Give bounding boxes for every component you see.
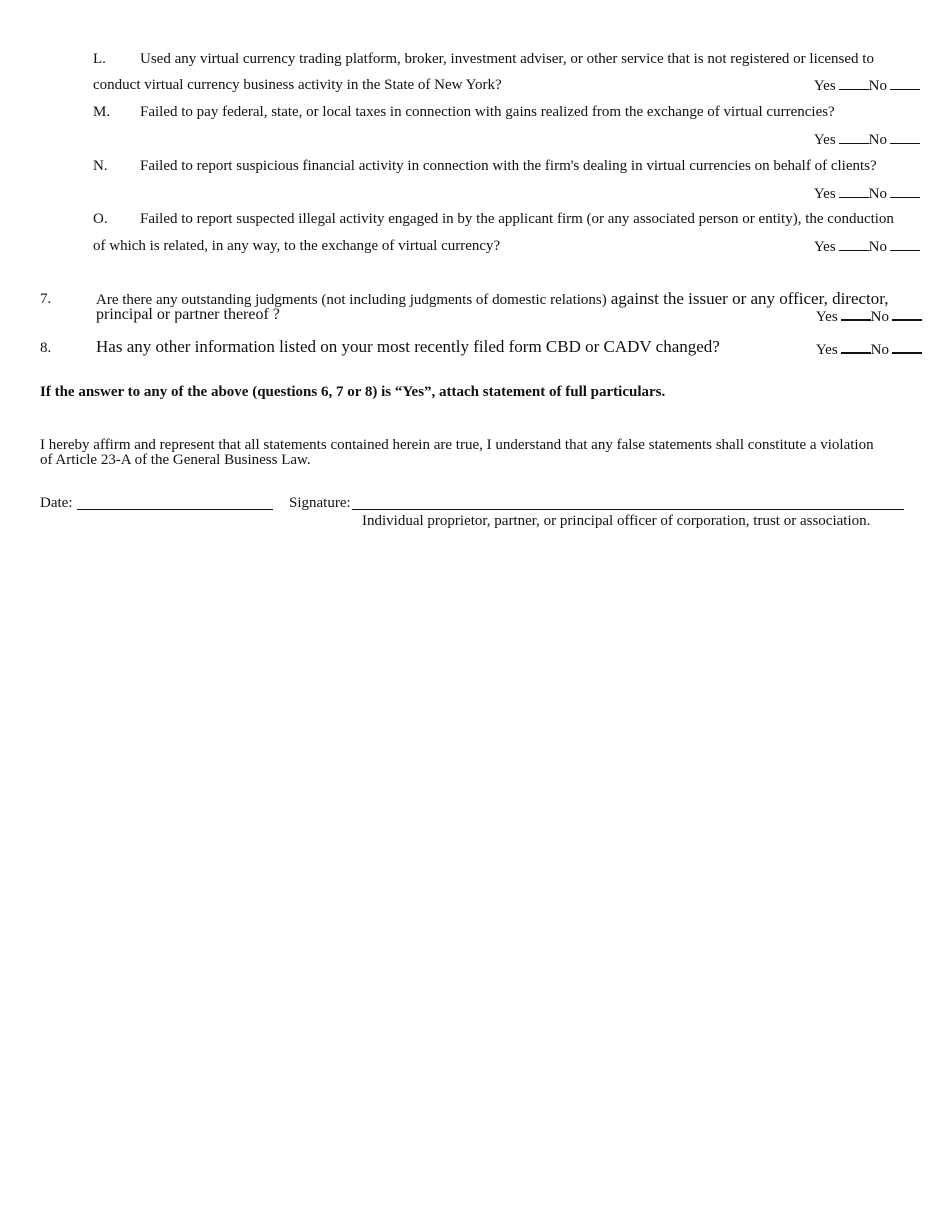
question-8-no-blank[interactable] [892,339,922,354]
yes-label: Yes [813,239,836,255]
yes-label: Yes [813,78,836,94]
no-label: No [868,132,887,148]
date-label: Date: [40,495,73,511]
question-8-line1: Has any other information listed on your most recently filed form CBD or CADV changed? [96,337,720,356]
instruction-text: If the answer to any of the above (questions 6, 7 or 8) is “Yes”, attach statement of full particulars. [40,384,666,400]
yes-label: Yes [815,309,838,325]
yes-label: Yes [813,132,836,148]
item-l-text-line1: Used any virtual currency trading platform, broker, investment adviser, or other service that is not registered or licensed to [140,51,874,67]
question-7-yes-no [812,306,922,326]
question-7-line2: principal or partner thereof ? [96,306,280,323]
item-l-text-line2: conduct virtual currency business activity in the State of New York? [93,77,502,93]
question-8-yes-blank[interactable] [841,339,871,354]
item-m-letter: M. [93,104,111,120]
signature-label: Signature: [289,495,351,511]
no-label: No [868,186,887,202]
affirmation-line2: of Article 23-A of the General Business Law. [40,452,311,468]
item-n-no-blank[interactable] [890,184,920,198]
question-7-line1-part-b: against the issuer or any officer, director, [610,289,889,308]
item-m-yes-no [810,130,920,149]
signature-field[interactable] [352,509,904,510]
item-l-yes-blank[interactable] [839,76,869,90]
item-n-text-line1: Failed to report suspicious financial activity in connection with the firm's dealing in virtual currencies on behalf of clients? [140,158,877,174]
affirmation-line1: I hereby affirm and represent that all statements contained herein are true, I understand that any false statements shall constitute a violation [40,437,874,453]
item-n-yes-blank[interactable] [839,184,869,198]
item-m-no-blank[interactable] [890,130,920,144]
date-field[interactable] [77,509,273,510]
item-m-text-line1: Failed to pay federal, state, or local taxes in connection with gains realized from the exchange of virtual currencies? [140,104,835,120]
question-8-number: 8. [40,340,52,356]
question-7-no-blank[interactable] [892,306,922,321]
no-label: No [868,78,887,94]
question-7-line1-part-a: Are there any outstanding judgments (not including judgments of domestic relations) [96,292,607,308]
item-o-text-line1: Failed to report suspected illegal activity engaged in by the applicant firm (or any associated person or entity), the conduction [140,211,894,227]
item-n-letter: N. [93,158,108,174]
item-l-yes-no [810,76,920,95]
question-8-yes-no [812,339,922,359]
item-l-letter: L. [93,51,106,67]
item-o-no-blank[interactable] [890,237,920,251]
yes-label: Yes [815,342,838,358]
question-7-number: 7. [40,291,52,307]
question-7-yes-blank[interactable] [841,306,871,321]
no-label: No [868,239,887,255]
item-l-no-blank[interactable] [890,76,920,90]
item-n-yes-no [810,184,920,203]
item-o-yes-no [810,237,920,256]
signature-caption: Individual proprietor, partner, or principal officer of corporation, trust or association. [362,513,871,529]
no-label: No [870,342,889,358]
yes-label: Yes [813,186,836,202]
item-o-letter: O. [93,211,108,227]
item-o-yes-blank[interactable] [839,237,869,251]
no-label: No [870,309,889,325]
item-m-yes-blank[interactable] [839,130,869,144]
item-o-text-line2: of which is related, in any way, to the exchange of virtual currency? [93,238,501,254]
